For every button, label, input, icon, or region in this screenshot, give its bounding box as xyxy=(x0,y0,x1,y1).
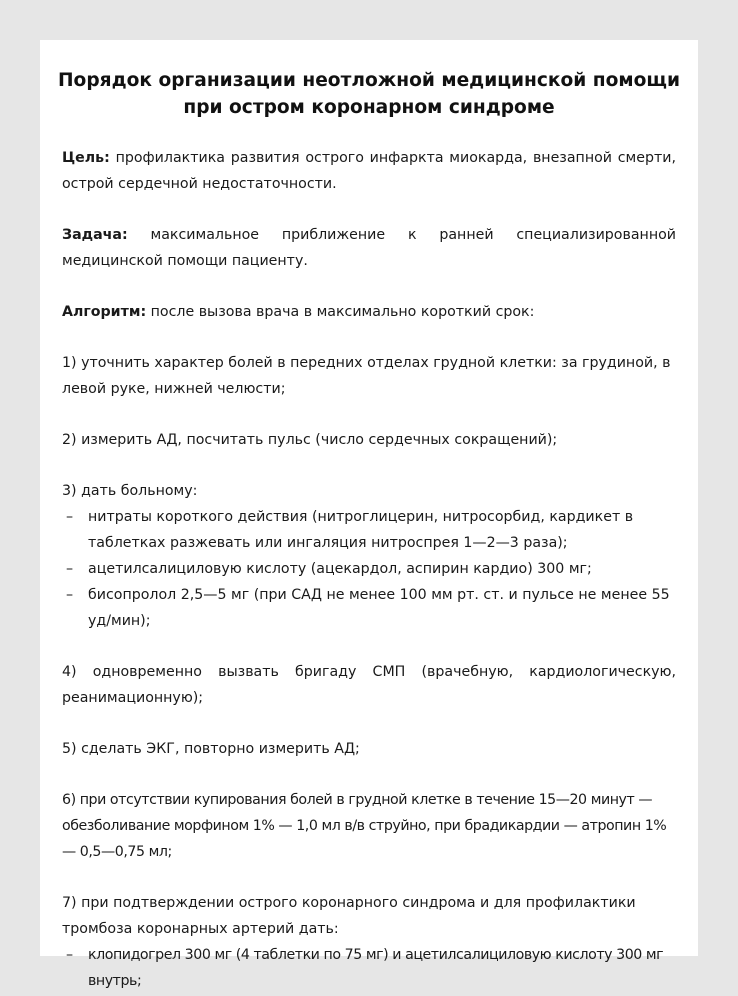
document-page xyxy=(40,40,698,989)
list-item xyxy=(62,582,676,634)
task-text: максимальное приближение к ранней специализированной медицинской помощи пациенту. xyxy=(62,227,676,269)
algorithm-paragraph xyxy=(62,299,676,325)
step-5: 5) сделать ЭКГ, повторно измерить АД; xyxy=(62,741,360,757)
title-line-1: Порядок организации неотложной медицинской помощи xyxy=(58,70,680,91)
step-4: 4) одновременно вызвать бригаду СМП (врачебную, кардиологическую, реанимационную); xyxy=(62,664,676,706)
task-label: Задача: xyxy=(62,227,128,243)
task-paragraph xyxy=(62,222,676,274)
goal-text: профилактика развития острого инфаркта миокарда, внезапной смерти, острой сердечной недостаточности. xyxy=(62,150,676,192)
list-item xyxy=(62,504,676,556)
title-line-2: при остром коронарном синдроме xyxy=(183,97,555,118)
list-item-text: клопидогрел 300 мг (4 таблетки по 75 мг) и ацетилсалициловую кислоту 300 мг внутрь; xyxy=(88,947,664,989)
dash-marker: – xyxy=(66,587,74,603)
algorithm-text: после вызова врача в максимально короткий срок: xyxy=(146,304,535,320)
step-3-intro: 3) дать больному: xyxy=(62,483,198,499)
step-7-list xyxy=(62,942,676,994)
step-2: 2) измерить АД, посчитать пульс (число сердечных сокращений); xyxy=(62,432,558,448)
page-title xyxy=(40,67,698,121)
step-7-intro: 7) при подтверждении острого коронарного синдрома и для профилактики тромбоза коронарных артерий дать: xyxy=(62,895,636,937)
step-6: 6) при отсутствии купирования болей в грудной клетке в течение 15—20 минут — обезболивание морфином 1% — 1,0 мл в/в струйно, при брадикардии — атропин 1% — 0,5—0,75 мл; xyxy=(62,792,667,860)
list-item-text: бисопролол 2,5—5 мг (при САД не менее 100 мм рт. ст. и пульсе не менее 55 уд/мин); xyxy=(88,587,670,629)
list-item-text: нитраты короткого действия (нитроглицерин, нитросорбид, кардикет в таблетках разжевать или ингаляция нитроспрея 1—2—3 раза); xyxy=(88,509,634,551)
dash-marker: – xyxy=(66,561,74,577)
document-body xyxy=(62,145,676,994)
goal-paragraph xyxy=(62,145,676,197)
goal-label: Цель: xyxy=(62,150,110,166)
list-item xyxy=(62,942,676,994)
list-item-text: ацетилсалициловую кислоту (ацекардол, аспирин кардио) 300 мг; xyxy=(88,561,592,577)
list-item xyxy=(62,556,676,582)
step-3-list xyxy=(62,504,676,634)
step-1: 1) уточнить характер болей в передних отделах грудной клетки: за грудиной, в левой руке, нижней челюсти; xyxy=(62,355,671,397)
algorithm-label: Алгоритм: xyxy=(62,304,147,320)
dash-marker: – xyxy=(66,509,74,525)
dash-marker: – xyxy=(66,947,73,963)
